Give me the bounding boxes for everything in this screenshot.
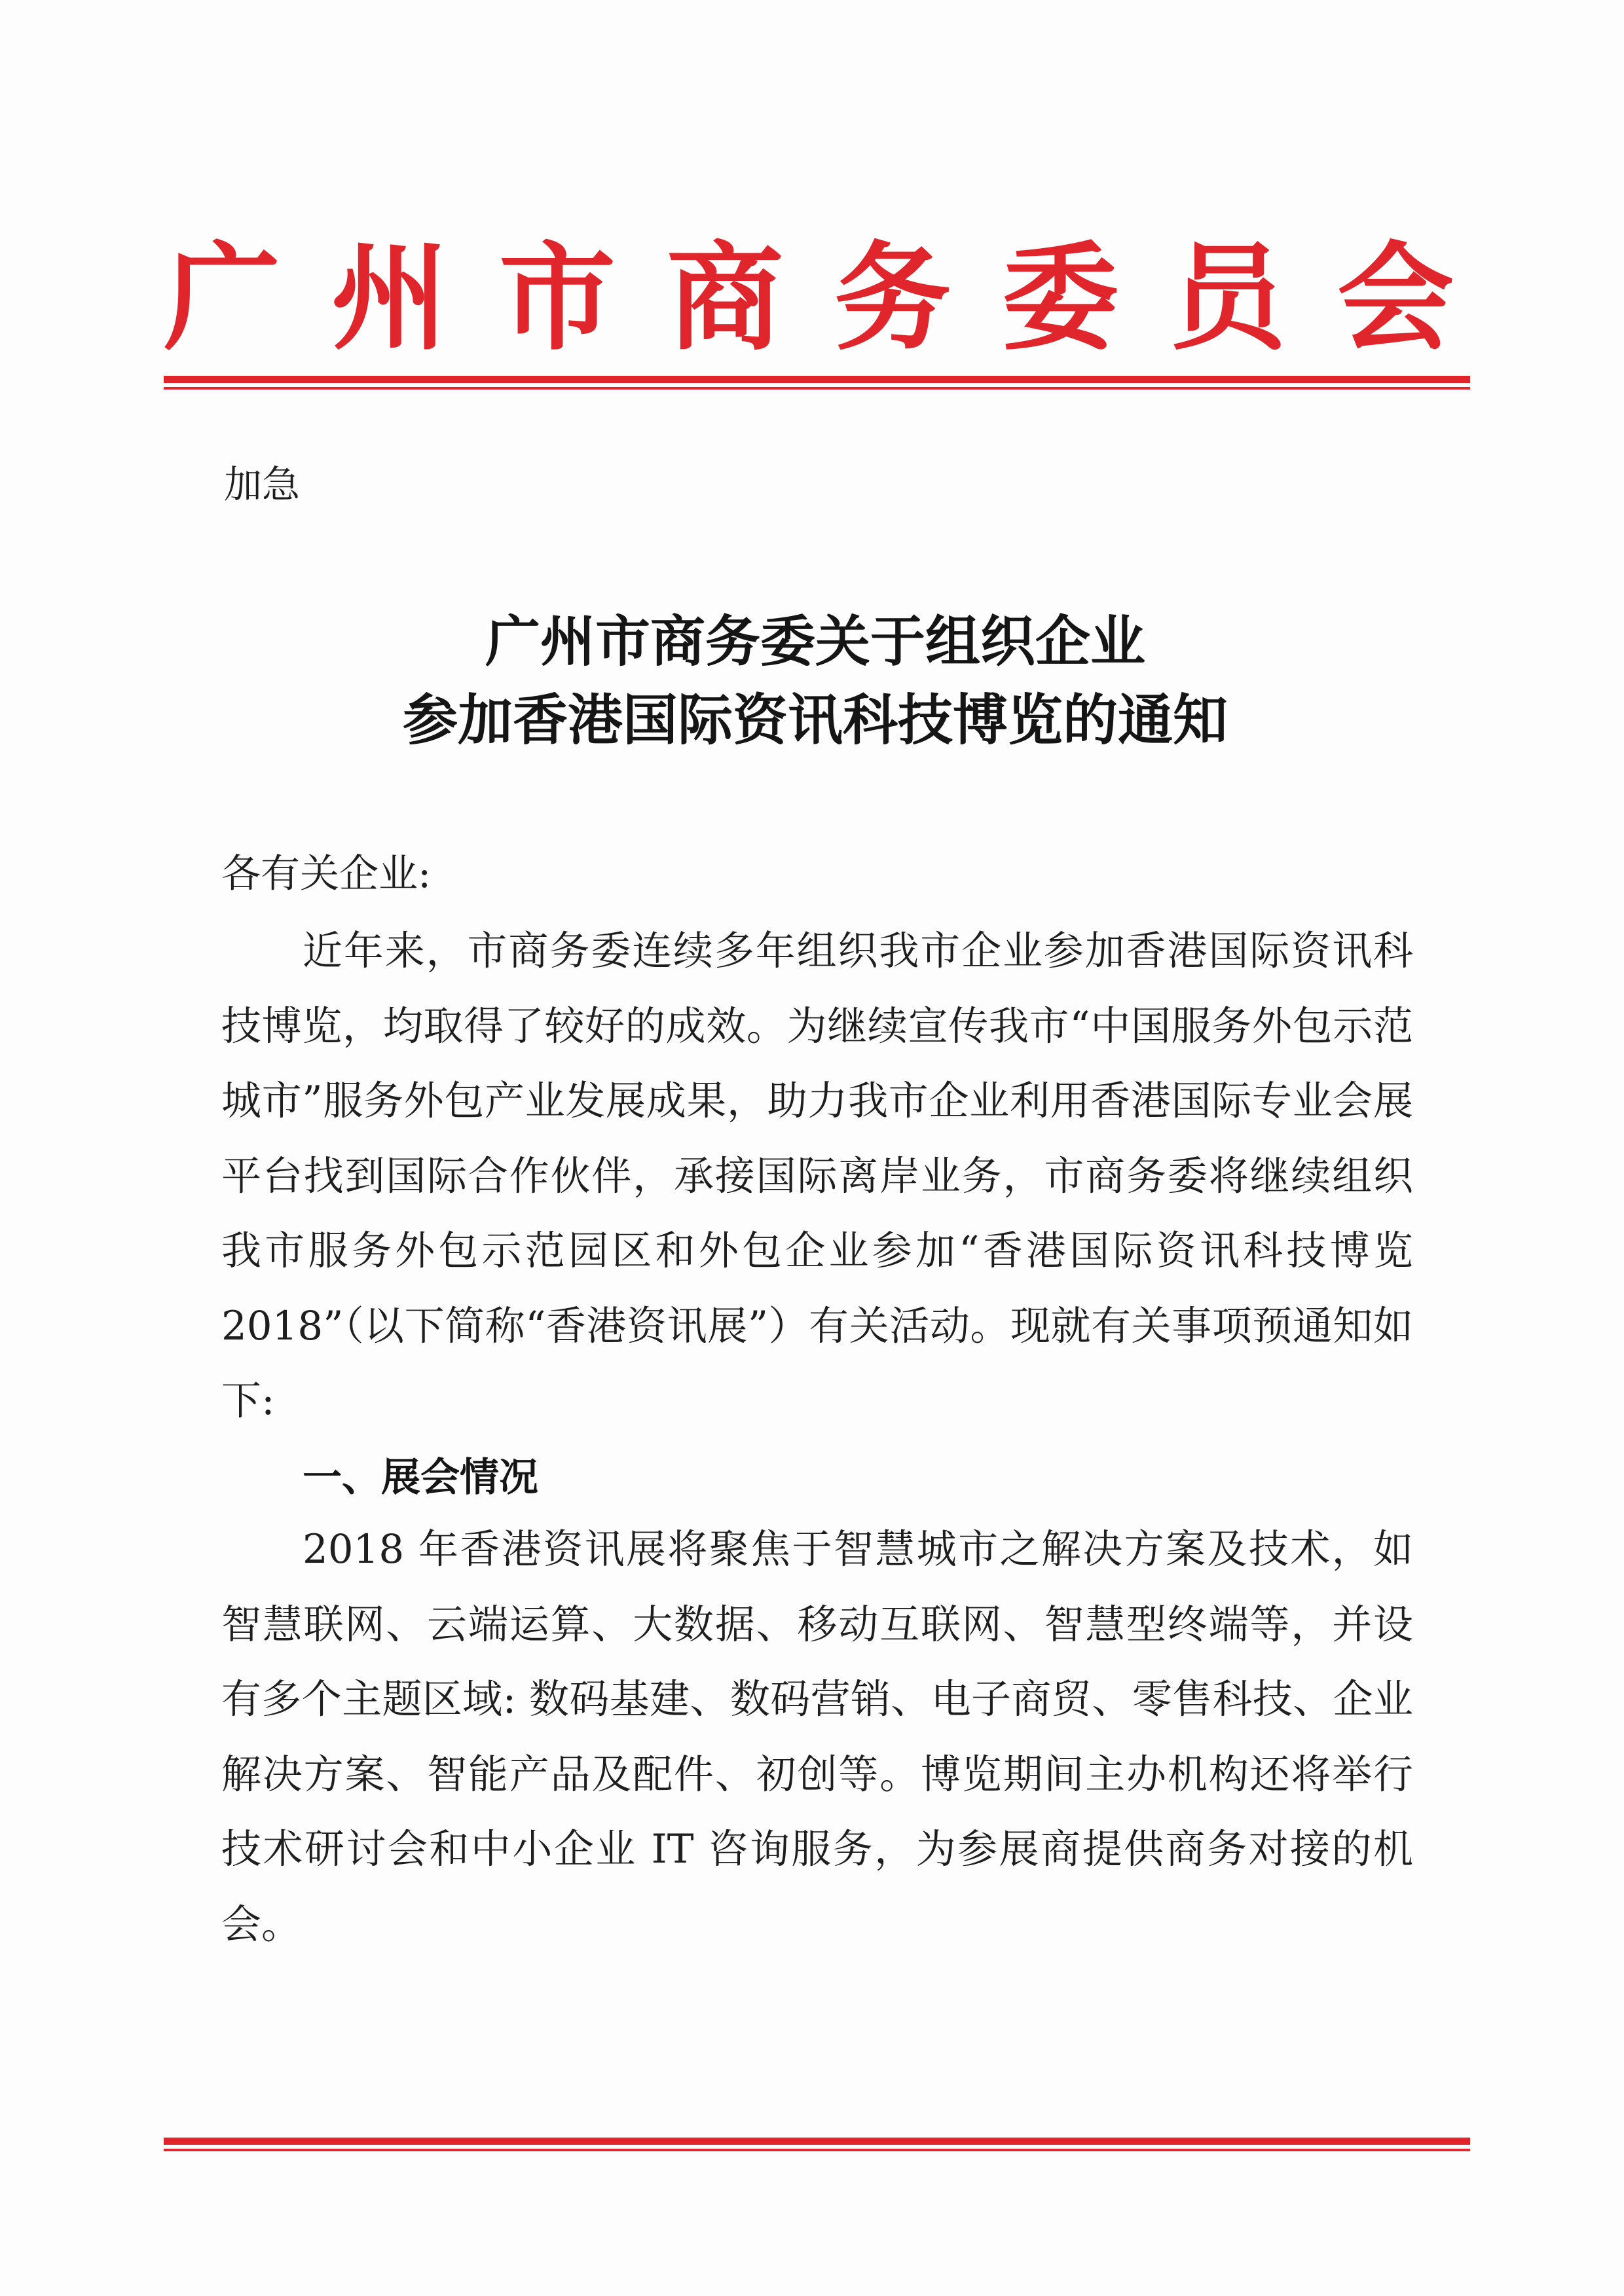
header-red-rule bbox=[164, 376, 1470, 390]
letterhead-issuer: 广州市商务委员会 bbox=[164, 229, 1505, 366]
urgency-label: 加急 bbox=[224, 462, 301, 507]
salutation: 各有关企业: bbox=[221, 851, 432, 897]
notice-title-line-2: 参加香港国际资讯科技博览的通知 bbox=[402, 687, 1228, 752]
body-paragraph-2: 2018 年香港资讯展将聚焦于智慧城市之解决方案及技术，如智慧联网、云端运算、大数据、移动互联网、智慧型终端等，并设有多个主题区域: 数码基建、数码营销、电子商贸、零售科技、企业解决方案、智能产品及配件、初创等。博览期间主办机构还将举行技术研讨会和中小企业 IT 咨询服务，为参展商提供商务对接的机会。 bbox=[221, 1526, 1413, 1948]
body-paragraph-1: 近年来，市商务委连续多年组织我市企业参加香港国际资讯科技博览，均取得了较好的成效。为继续宣传我市“中国服务外包示范城市”服务外包产业发展成果，助力我市企业利用香港国际专业会展平台找到国际合作伙伴，承接国际离岸业务，市商务委将继续组织我市服务外包示范园区和外包企业参加“香港国际资讯科技博览 2018”（以下简称“香港资讯展”）有关活动。现就有关事项预通知如下: bbox=[221, 928, 1413, 1424]
notice-title-line-1: 广州市商务委关于组织企业 bbox=[485, 609, 1145, 674]
footer-red-rule bbox=[164, 2138, 1470, 2151]
section-heading-exhibition: 一、展会情况 bbox=[303, 1455, 538, 1501]
